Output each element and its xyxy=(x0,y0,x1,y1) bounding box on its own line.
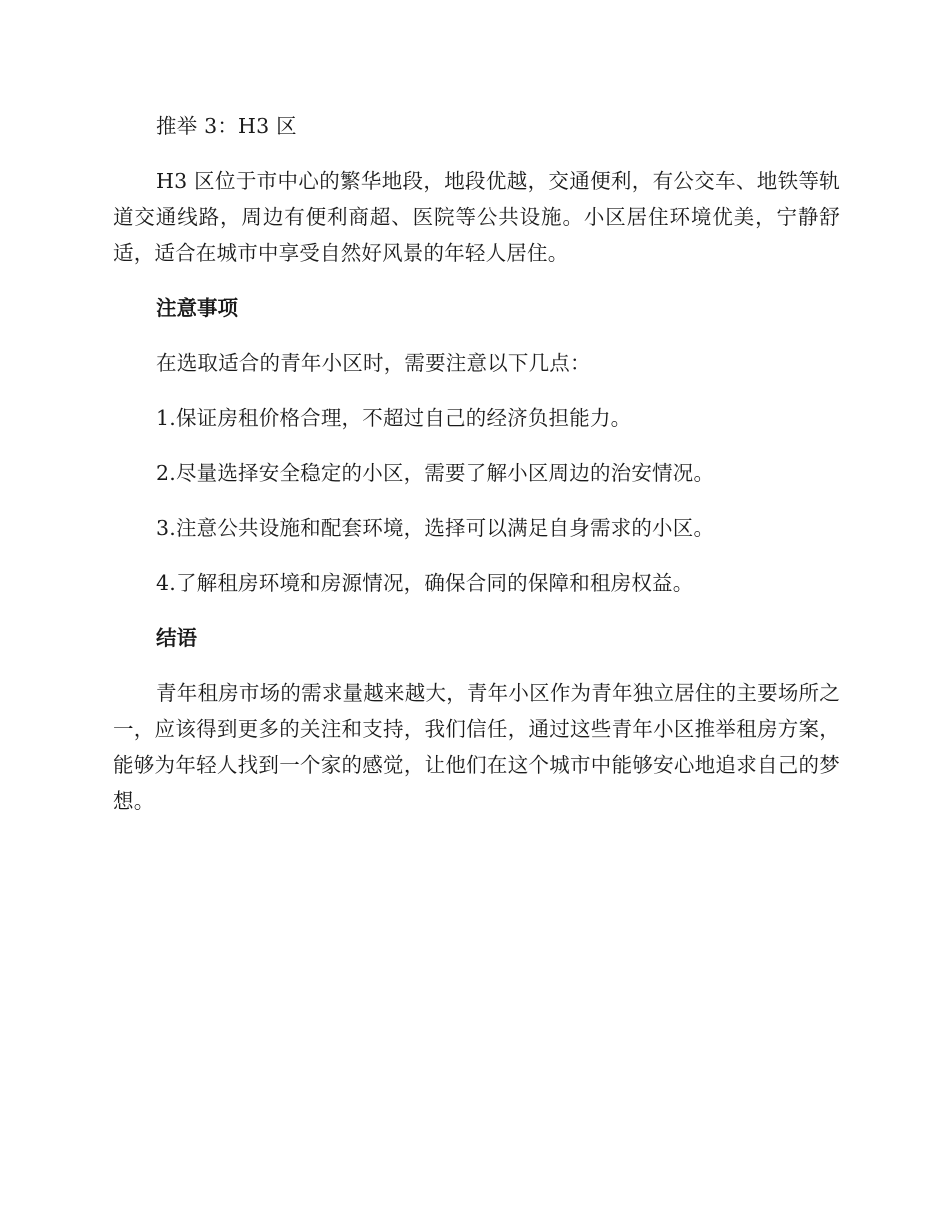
note-item-4: 4.了解租房环境和房源情况，确保合同的保障和租房权益。 xyxy=(156,571,694,595)
notes-heading: 注意事项 xyxy=(156,296,238,320)
conclusion-heading: 结语 xyxy=(156,626,197,650)
conclusion-body: 青年租房市场的需求量越来越大，青年小区作为青年独立居住的主要场所之一，应该得到更多的关注和支持，我们信任，通过这些青年小区推举租房方案，能够为年轻人找到一个家的感觉，让他们在这个城市中能够安心地追求自己的梦想。 xyxy=(113,681,840,813)
note-item-3: 3.注意公共设施和配套环境，选择可以满足自身需求的小区。 xyxy=(156,516,715,540)
rec3-body: H3 区位于市中心的繁华地段，地段优越，交通便利，有公交车、地铁等轨道交通线路，周边有便利商超、医院等公共设施。小区居住环境优美，宁静舒适，适合在城市中享受自然好风景的年轻人居住。 xyxy=(113,169,840,265)
note-item-2: 2.尽量选择安全稳定的小区，需要了解小区周边的治安情况。 xyxy=(156,461,715,485)
document-page xyxy=(113,108,840,819)
note-item-1: 1.保证房租价格合理，不超过自己的经济负担能力。 xyxy=(156,406,632,430)
rec3-title: 推举 3：H3 区 xyxy=(156,114,297,138)
notes-intro: 在选取适合的青年小区时，需要注意以下几点： xyxy=(156,351,591,375)
